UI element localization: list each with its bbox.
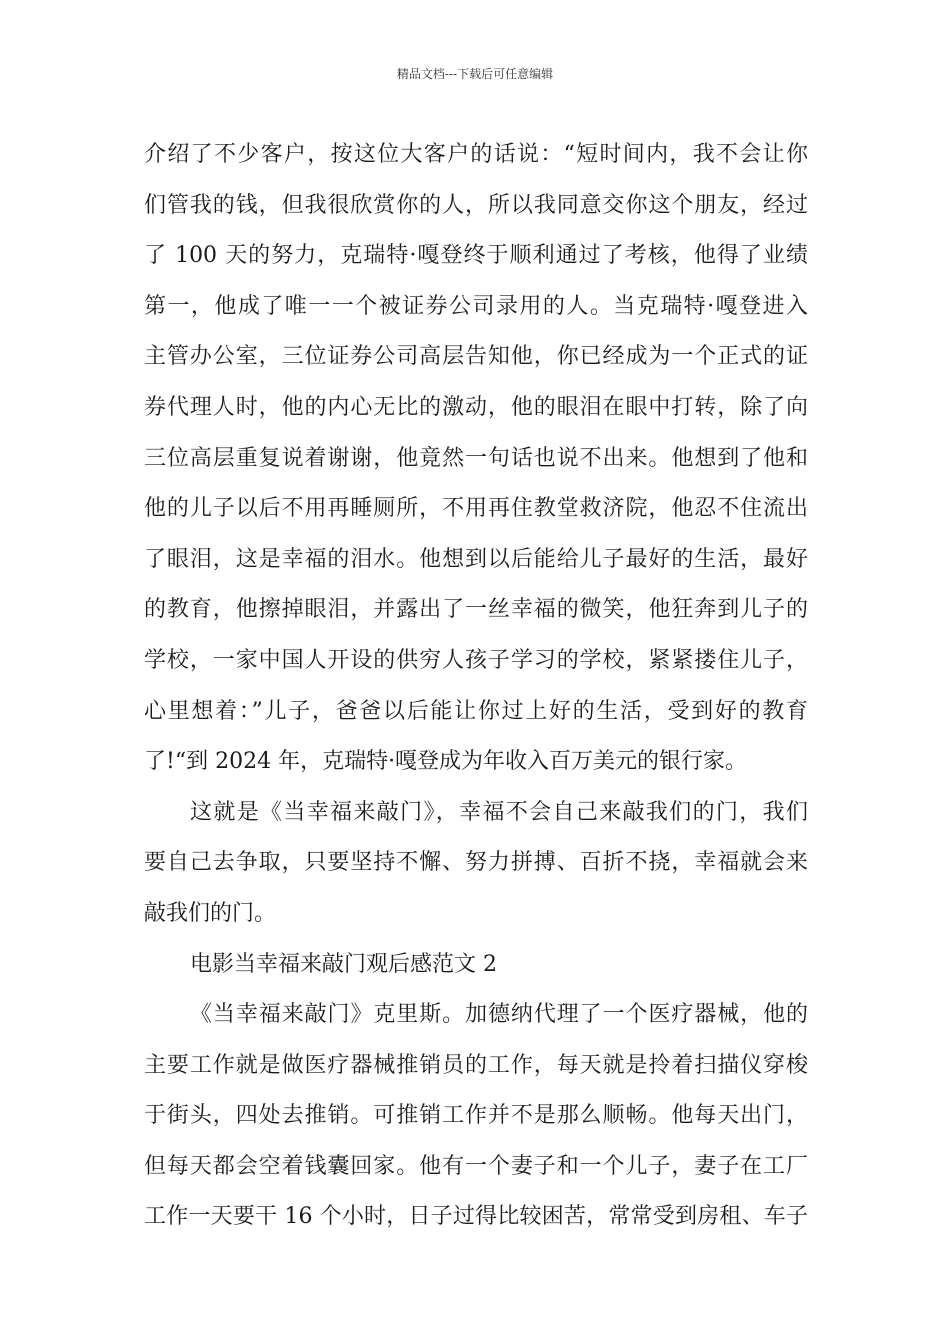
text-line: 主管办公室，三位证券公司高层告知他，你已经成为一个正式的证 — [144, 344, 808, 370]
text-line: 了!“到 2024 年，克瑞特·嘎登成为年收入百万美元的银行家。 — [144, 749, 748, 775]
text-line: 主要工作就是做医疗器械推销员的工作，每天就是拎着扫描仪穿梭 — [144, 1052, 808, 1078]
section-heading — [144, 940, 808, 991]
text-line: 敲我们的门。 — [144, 900, 277, 926]
text-line: 第一，他成了唯一一个被证券公司录用的人。当克瑞特·嘎登进入 — [144, 293, 808, 319]
text-line: 于街头，四处去推销。可推销工作并不是那么顺畅。他每天出门， — [144, 1103, 808, 1129]
text-line: 他的儿子以后不用再睡厕所，不用再住教堂救济院，他忍不住流出 — [144, 496, 808, 522]
text-line: 学校，一家中国人开设的供穷人孩子学习的学校，紧紧搂住儿子， — [144, 647, 808, 673]
text-line: 的教育，他擦掉眼泪，并露出了一丝幸福的微笑，他狂奔到儿子的 — [144, 597, 808, 623]
paragraph-2 — [144, 788, 808, 940]
heading-text: 电影当幸福来敲门观后感范文 2 — [190, 951, 497, 977]
text-line: 心里想着：”儿子，爸爸以后能让你过上好的生活，受到好的教育 — [144, 698, 808, 724]
text-line: 工作一天要干 16 个小时，日子过得比较困苦，常常受到房租、车子 — [144, 1204, 808, 1230]
text-line: 但每天都会空着钱囊回家。他有一个妻子和一个儿子，妻子在工厂 — [144, 1153, 808, 1179]
paragraph-3 — [144, 990, 808, 1243]
page-header: 精品文档---下载后可任意编辑 — [396, 67, 554, 81]
paragraph-1 — [144, 130, 808, 788]
document-body — [144, 130, 808, 1243]
text-line: 券代理人时，他的内心无比的激动，他的眼泪在眼中打转，除了向 — [144, 394, 808, 420]
text-line: 了 100 天的努力，克瑞特·嘎登终于顺利通过了考核，他得了业绩 — [144, 243, 808, 269]
text-line: 这就是《当幸福来敲门》，幸福不会自己来敲我们的门，我们 — [190, 799, 808, 825]
text-line: 三位高层重复说着谢谢，他竟然一句话也说不出来。他想到了他和 — [144, 445, 808, 471]
text-line: 介绍了不少客户，按这位大客户的话说：“短时间内，我不会让你 — [144, 142, 808, 167]
text-line: 《当幸福来敲门》克里斯。加德纳代理了一个医疗器械，他的 — [190, 1002, 808, 1028]
text-line: 要自己去争取，只要坚持不懈、努力拼搏、百折不挠，幸福就会来 — [144, 850, 808, 876]
text-line: 们管我的钱，但我很欣赏你的人，所以我同意交你这个朋友，经过 — [144, 192, 808, 218]
text-line: 了眼泪，这是幸福的泪水。他想到以后能给儿子最好的生活，最好 — [144, 546, 808, 572]
